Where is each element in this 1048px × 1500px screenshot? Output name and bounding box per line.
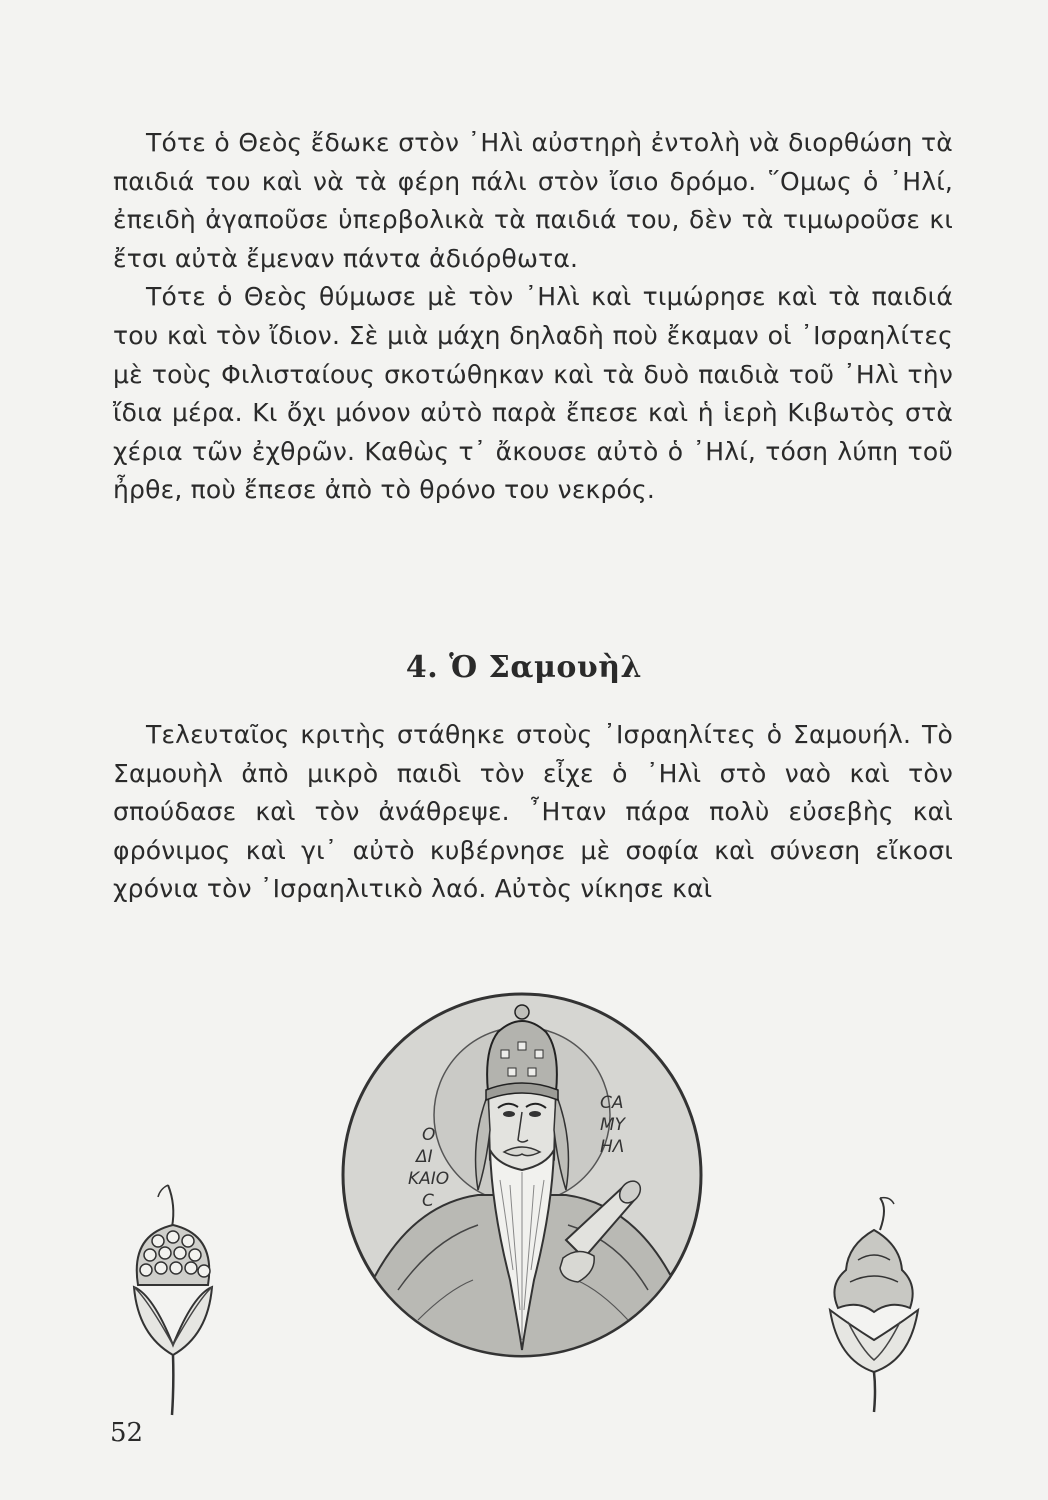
svg-text:C: C bbox=[422, 1191, 434, 1211]
page-number: 52 bbox=[110, 1418, 144, 1448]
paragraph: Τελευταῖος κριτὴς στάθηκε στοὺς ᾿Ισραηλίτες ὁ Σαμουήλ. Τὸ Σαμουὴλ ἀπὸ μικρὸ παιδὶ τὸν εἶχε ὁ ᾿Ηλὶ στὸ ναὸ καὶ τὸν σπούδασε καὶ τὸν ἀνάθρεψε. ῏Ηταν πάρα πολὺ εὐσεβὴς καὶ φρόνιμος καὶ γι᾿ αὐτὸ κυβέρνησε μὲ σοφία καὶ σύνεση εἴκοσι χρόνια τὸν ᾿Ισραηλιτικὸ λαό. Αὐτὸς νίκησε καὶ bbox=[113, 720, 953, 904]
icon-inscription-left: Ο bbox=[422, 1125, 436, 1145]
svg-text:ΗΛ: ΗΛ bbox=[600, 1137, 625, 1157]
paragraph: Τότε ὁ Θεὸς ἔδωκε στὸν ᾿Ηλὶ αὐστηρὴ ἐντολὴ νὰ διορθώση τὰ παιδιά του καὶ νὰ τὰ φέρη πάλι στὸν ἴσιο δρόμο. ῞Ομως ὁ ᾿Ηλί, ἐπειδὴ ἀγαποῦσε ὑπερβολικὰ τὰ παιδιά του, δὲν τὰ τιμωροῦσε κι ἔτσι αὐτὰ ἔμεναν πάντα ἀδιόρθωτα. bbox=[113, 128, 953, 273]
text-block-bottom bbox=[113, 716, 953, 909]
icon-inscription-right: CA bbox=[600, 1093, 624, 1113]
flower-ornament-right-icon bbox=[818, 1190, 928, 1415]
flower-ornament-left-icon bbox=[118, 1175, 228, 1420]
text-block-top bbox=[113, 124, 953, 510]
section-heading: 4. Ὁ Σαμουὴλ bbox=[405, 650, 643, 685]
svg-text:ΜΥ: ΜΥ bbox=[600, 1115, 626, 1135]
saint-icon-medallion bbox=[338, 990, 706, 1360]
paragraph: Τότε ὁ Θεὸς θύμωσε μὲ τὸν ᾿Ηλὶ καὶ τιμώρησε καὶ τὰ παιδιά του καὶ τὸν ἴδιον. Σὲ μιὰ μάχη δηλαδὴ ποὺ ἔκαμαν οἱ ᾿Ισραηλίτες μὲ τοὺς Φιλισταίους σκοτώθηκαν καὶ τὰ δυὸ παιδιὰ τοῦ ᾿Ηλὶ τὴν ἴδια μέρα. Κι ὄχι μόνον αὐτὸ παρὰ ἔπεσε καὶ ἡ ἱερὴ Κιβωτὸς στὰ χέρια τῶν ἐχθρῶν. Καθὼς τ᾿ ἄκουσε αὐτὸ ὁ ᾿Ηλί, τόση λύπη τοῦ ἦρθε, ποὺ ἔπεσε ἀπὸ τὸ θρόνο του νεκρός. bbox=[113, 282, 953, 505]
svg-text:ΚΑΙΟ: ΚΑΙΟ bbox=[408, 1169, 450, 1189]
svg-text:ΔΙ: ΔΙ bbox=[416, 1147, 433, 1167]
